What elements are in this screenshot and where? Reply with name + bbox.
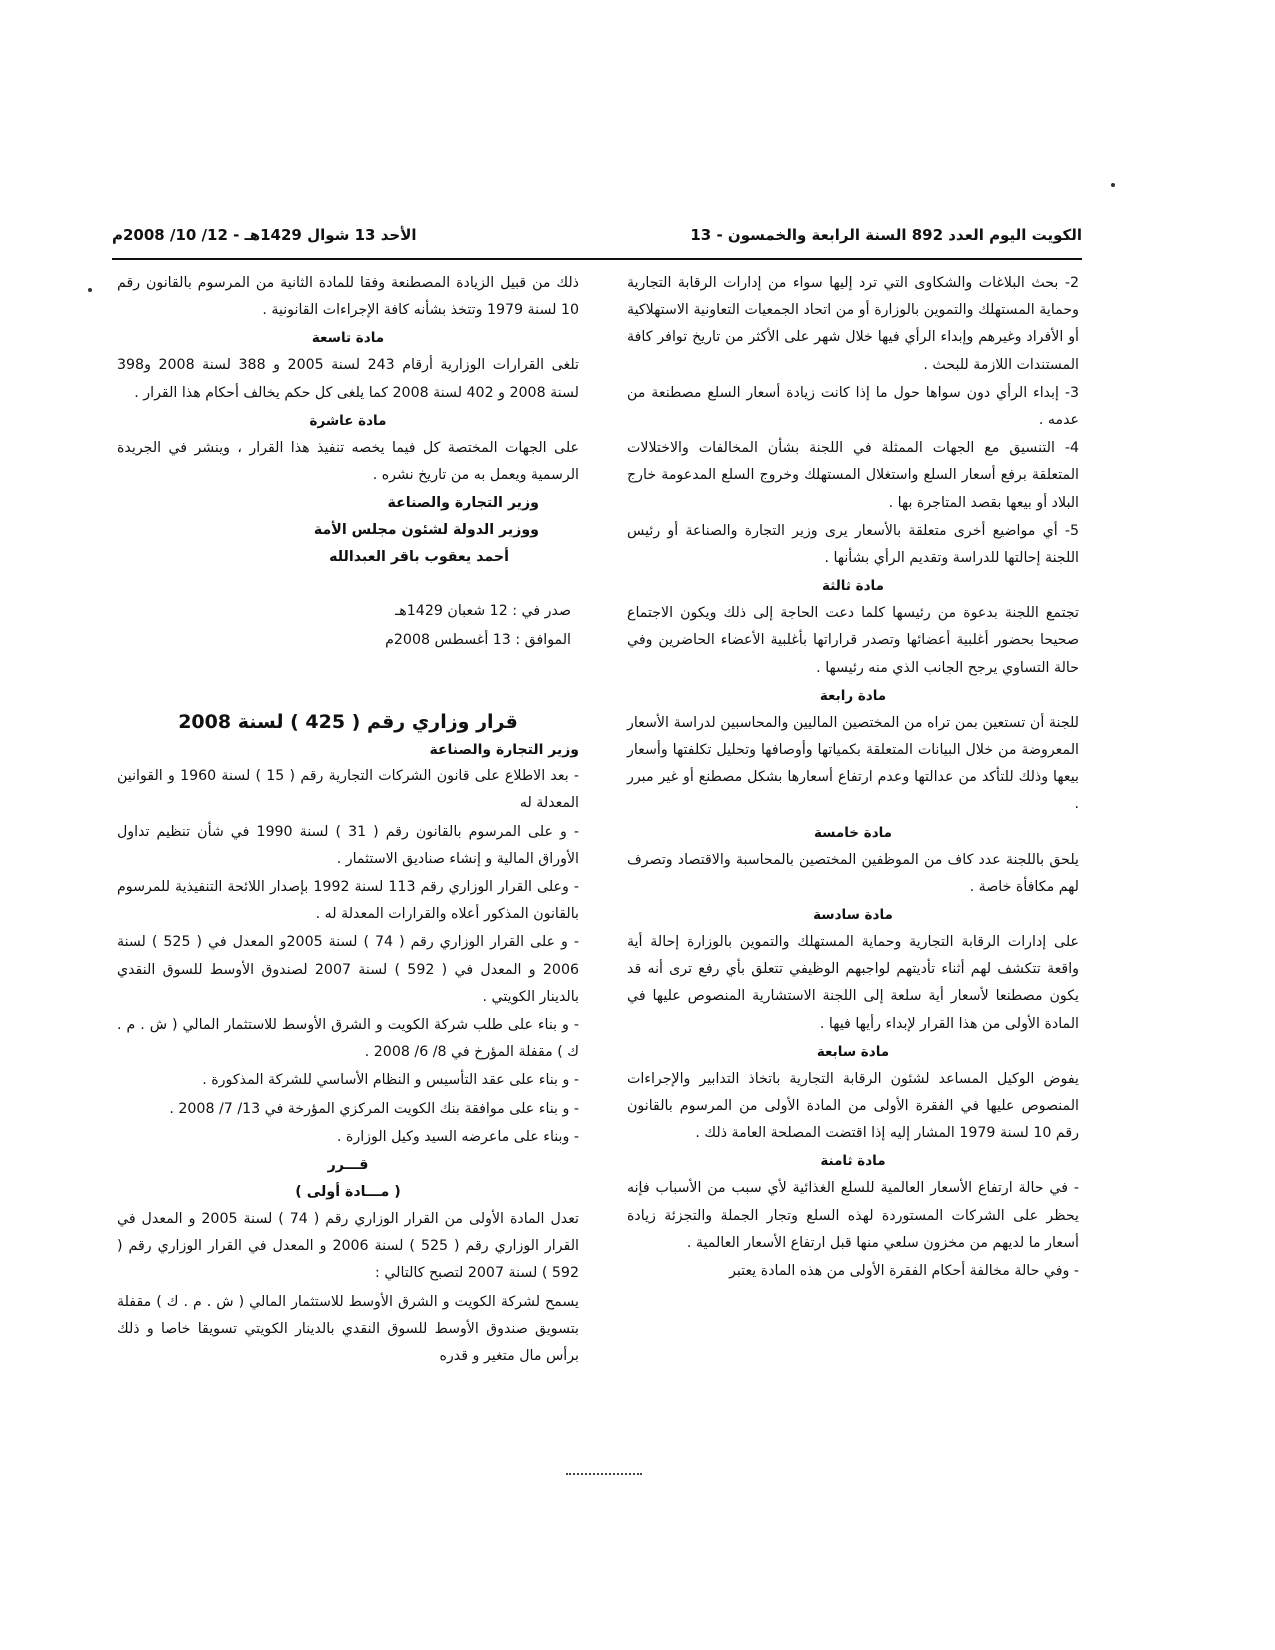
header-rule (112, 258, 1082, 260)
right-column (627, 270, 1079, 1286)
preamble-item: - وعلى القرار الوزاري رقم 113 لسنة 1992 بإصدار اللائحة التنفيذية للمرسوم بالقانون المذكور أعلاه والقرارات المعدلة له . (117, 879, 579, 923)
page-header (112, 222, 1082, 252)
preamble-item: - و بناء على عقد التأسيس و النظام الأساسي للشركة المذكورة . (202, 1072, 579, 1089)
corresponding-date: الموافق : 13 أغسطس 2008م (385, 632, 571, 649)
minister-heading: وزير التجارة والصناعة (429, 742, 579, 759)
article-8-paragraph-2: - وفي حالة مخالفة أحكام الفقرة الأولى من هذه المادة يعتبر (729, 1263, 1079, 1280)
signature-title-1: وزير التجارة والصناعة (387, 495, 539, 512)
article-8-paragraph-1: - في حالة ارتفاع الأسعار العالمية للسلع الغذائية لأي سبب من الأسباب فإنه يحظر على الشركات المستوردة لهذه السلع وتجار الجملة والتجزئة زيادة أسعار ما لديهم من مخزون سلعي منها قبل ارتفاع الأسعار العالمية . (627, 1180, 1079, 1251)
signature-name: أحمد يعقوب باقر العبدالله (329, 549, 509, 566)
scan-speck (1111, 183, 1115, 187)
article-1-text: تعدل المادة الأولى من القرار الوزاري رقم ( 74 ) لسنة 2005 و المعدل في القرار الوزاري رقم ( 525 ) لسنة 2006 و المعدل في القرار الوزاري رقم ( 592 ) لسنة 2007 لتصبح كالتالي : (117, 1211, 579, 1282)
article-7-text: يفوض الوكيل المساعد لشئون الرقابة التجارية باتخاذ التدابير والإجراءات المنصوص عليها في الفقرة الأولى من المادة الأولى من المرسوم بالقانون رقم 10 لسنة 1979 المشار إليه إذا اقتضت المصلحة العامة ذلك . (627, 1070, 1079, 1142)
preamble-item: - و بناء على طلب شركة الكويت و الشرق الأوسط للاستثمار المالي ( ش . م . ك ) مقفلة المؤرخ في 8/ 6/ 2008 . (117, 1017, 579, 1061)
left-column (117, 270, 579, 1371)
scan-speck (88, 288, 92, 292)
decided-heading: قـــرر (327, 1157, 369, 1174)
article-1-title: ( مـــادة أولى ) (295, 1184, 401, 1201)
article-10-text: على الجهات المختصة كل فيما يخصه تنفيذ هذا القرار ، وينشر في الجريدة الرسمية ويعمل به من تاريخ نشره . (117, 439, 579, 484)
header-issue-info: الكويت اليوم العدد 892 السنة الرابعة والخمسون - 13 (690, 226, 1082, 244)
article-10-title: مادة عاشرة (309, 412, 387, 429)
article-4-title: مادة رابعة (819, 687, 887, 704)
paragraph-item-2: 2- بحث البلاغات والشكاوى التي ترد إليها سواء من إدارات الرقابة التجارية وحماية المستهلك والتموين بالوزارة أو من اتحاد الجمعيات التعاونية الاستهلاكية أو الأفراد وغيرهم وإبداء الرأي فيها خلال شهر على الأكثر من تاريخ توافر كافة المستندات اللازمة للبحث . (627, 275, 1079, 373)
signature-title-2: ووزير الدولة لشئون مجلس الأمة (313, 522, 539, 539)
article-5-text: يلحق باللجنة عدد كاف من الموظفين المختصين بالمحاسبة والاقتصاد وتصرف لهم مكافأة خاصة . (627, 851, 1079, 895)
issued-date: صدر في : 12 شعبان 1429هـ (395, 603, 571, 620)
article-5-title: مادة خامسة (813, 824, 893, 841)
paragraph-item-3: 3- إبداء الرأي دون سواها حول ما إذا كانت زيادة أسعار السلع مصطنعة من عدمه . (627, 384, 1079, 429)
article-9-title: مادة تاسعة (311, 330, 385, 347)
article-3-text: تجتمع اللجنة بدعوة من رئيسها كلما دعت الحاجة إلى ذلك ويكون الاجتماع صحيحا بحضور أغلبية أعضائها وتصدر قراراتها بأغلبية الأعضاء الحاضرين وفي حالة التساوي يرجح الجانب الذي منه رئيسها . (627, 605, 1079, 676)
footer-mark (566, 1473, 642, 1475)
continuation-text: ذلك من قبيل الزيادة المصطنعة وفقا للمادة الثانية من المرسوم بالقانون رقم 10 لسنة 1979 وتتخذ بشأنه كافة الإجراءات القانونية . (117, 275, 579, 319)
article-3-title: مادة ثالثة (822, 578, 884, 595)
article-9-text: تلغى القرارات الوزارية أرقام 243 لسنة 2005 و 388 لسنة 2008 و398 لسنة 2008 و 402 لسنة 2008 كما يلغى كل حكم يخالف أحكام هذا القرار . (117, 357, 579, 401)
header-date: الأحد 13 شوال 1429هـ - 12/ 10/ 2008م (112, 226, 417, 244)
preamble-item: - و بناء على موافقة بنك الكويت المركزي المؤرخة في 13/ 7/ 2008 . (169, 1100, 579, 1117)
paragraph-item-5: 5- أي مواضيع أخرى متعلقة بالأسعار يرى وزير التجارة والصناعة أو رئيس اللجنة إحالتها للدراسة وتقديم الرأي بشأنها . (627, 522, 1079, 567)
preamble-item: - وبناء على ماعرضه السيد وكيل الوزارة . (336, 1128, 579, 1145)
article-7-title: مادة سابعة (816, 1043, 890, 1060)
decree-title: قرار وزاري رقم ( 425 ) لسنة 2008 (178, 711, 518, 734)
preamble-item: - و على المرسوم بالقانون رقم ( 31 ) لسنة 1990 في شأن تنظيم تداول الأوراق المالية و إنشاء صناديق الاستثمار . (117, 823, 579, 867)
article-6-text: على إدارات الرقابة التجارية وحماية المستهلك والتموين بالوزارة إحالة أية واقعة تتكشف لهم أثناء تأديتهم لواجبهم الوظيفي تتعلق بأي رفع ترى أنه قد يكون مصطنعا لأسعار أية سلعة إلى اللجنة الاستشارية المنصوص عليها في المادة الأولى من هذا القرار لإبداء رأيها فيها . (627, 934, 1079, 1032)
preamble-item: - بعد الاطلاع على قانون الشركات التجارية رقم ( 15 ) لسنة 1960 و القوانين المعدلة له (117, 768, 580, 812)
preamble-item: - و على القرار الوزاري رقم ( 74 ) لسنة 2005و المعدل في ( 525 ) لسنة 2006 و المعدل في ( 592 ) لسنة 2007 لصندوق الأوسط للسوق النقدي بالدينار الكويتي . (117, 934, 580, 1005)
article-6-title: مادة سادسة (813, 907, 893, 924)
article-1-continuation: يسمح لشركة الكويت و الشرق الأوسط للاستثمار المالي ( ش . م . ك ) مقفلة بتسويق صندوق الأوسط للسوق النقدي بالدينار الكويتي تسويقا خاصا و ذلك برأس مال متغير و قدره (117, 1293, 579, 1365)
article-4-text: للجنة أن تستعين بمن تراه من المختصين الماليين والمحاسبين لدراسة الأسعار المعروضة من خلال البيانات المتعلقة بكمياتها وأوصافها وتحليل تكلفتها وأسعار بيعها وذلك للتأكد من عدالتها وعدم ارتفاع أسعارها بشكل مصطنع أو غير مبرر . (627, 714, 1079, 813)
article-8-title: مادة ثامنة (820, 1153, 886, 1170)
paragraph-item-4: 4- التنسيق مع الجهات الممثلة في اللجنة بشأن المخالفات والاختلالات المتعلقة برفع أسعار السلع واستغلال المستهلك وخروج السلع المدعومة خارج البلاد أو بيعها بقصد المتاجرة بها . (627, 440, 1079, 511)
